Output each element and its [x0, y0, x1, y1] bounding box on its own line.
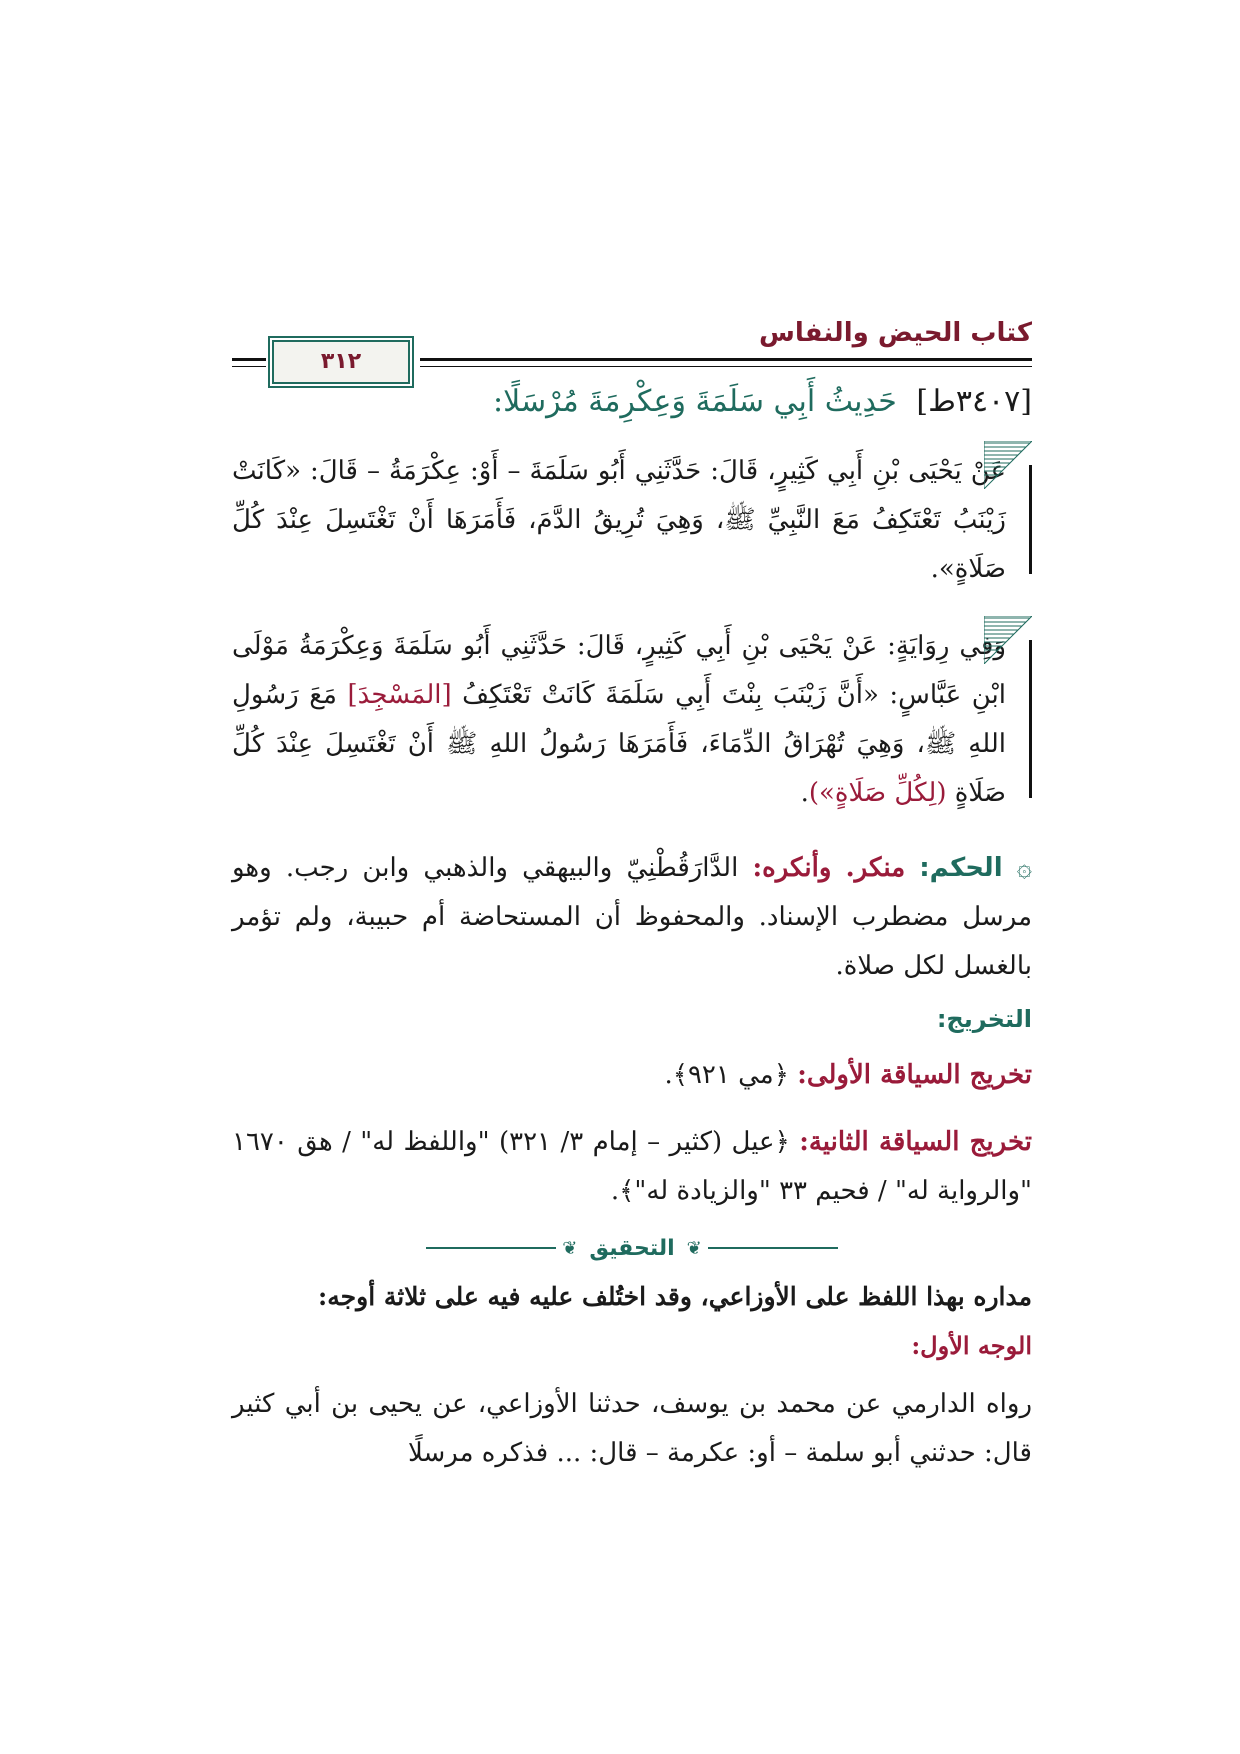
narration-block	[232, 441, 1032, 594]
ruling-star-icon: ۞	[1016, 853, 1032, 883]
takhrij-second	[232, 1118, 1032, 1216]
narration-addition: [المَسْجِدَ]	[347, 680, 452, 710]
takhrij-heading: التخريج:	[936, 1005, 1032, 1033]
narration-block	[232, 616, 1032, 818]
page-number: ٣١٢	[272, 340, 410, 384]
corner-ornament-icon	[984, 616, 1032, 664]
first-aspect-label: الوجه الأول:	[911, 1331, 1032, 1360]
corner-ornament-icon	[984, 441, 1032, 489]
hadith-title: حَدِيثُ أَبِي سَلَمَةَ وَعِكْرِمَةَ مُرْسَلًا:	[492, 384, 897, 419]
ruling-paragraph	[232, 844, 1032, 991]
narration-text: .	[800, 778, 809, 808]
header-rule	[420, 366, 1032, 367]
block-bar	[1029, 465, 1032, 574]
tahqiq-divider	[232, 1228, 1032, 1268]
narration-variant: (لِكُلِّ صَلَاةٍ»)	[808, 778, 947, 808]
narration-text: وَفِي رِوَايَةٍ: عَنْ يَحْيَى بْنِ أَبِي كَثِيرٍ، قَالَ: حَدَّثَنِي أَبُو سَلَمَةَ وَعِكْرَمَةُ مَوْلَى ابْنِ عَبَّاسٍ: «أَنَّ زَيْنَبَ بِنْتَ أَبِي سَلَمَةَ كَانَتْ تَعْتَكِفُ	[232, 631, 1006, 710]
divider-line	[426, 1247, 556, 1249]
first-aspect-text: رواه الدارمي عن محمد بن يوسف، حدثنا الأوزاعي، عن يحيى بن أبي كثير قال: حدثني أبو سلمة – أو: عكرمة – قال: ... فذكره مرسلًا	[232, 1389, 1032, 1468]
ruling-text: الدَّارَقُطْنِيّ والبيهقي والذهبي وابن رجب. وهو مرسل مضطرب الإسناد. والمحفوظ أن المستحاضة أم حبيبة، ولم تؤمر بالغسل لكل صلاة.	[232, 853, 1032, 981]
ornament-icon: ❦	[562, 1237, 578, 1259]
narration-text: عَنْ يَحْيَى بْنِ أَبِي كَثِيرٍ، قَالَ: حَدَّثَنِي أَبُو سَلَمَةَ – أَوْ: عِكْرَمَةُ – قَالَ: «كَانَتْ زَيْنَبُ تَعْتَكِفُ مَعَ النَّبِيِّ ﷺ، وَهِيَ تُرِيقُ الدَّمَ، فَأَمَرَهَا أَنْ تَغْتَسِلَ عِنْدَ كُلِّ صَلَاةٍ».	[232, 456, 1006, 584]
header-rule	[232, 358, 266, 361]
takhrij-first-text: ﴿مي ٩٢١﴾.	[664, 1060, 789, 1090]
narration-text: مَعَ رَسُولِ اللهِ ﷺ، وَهِيَ تُهْرَاقُ الدِّمَاءَ، فَأَمَرَهَا رَسُولُ اللهِ ﷺ أَنْ تَغْتَسِلَ عِنْدَ كُلِّ صَلَاةٍ	[232, 680, 1006, 808]
ruling-label: الحكم:	[919, 853, 1003, 883]
hadith-number: [٣٤٠٧ط]	[916, 384, 1032, 419]
divider-line	[708, 1247, 838, 1249]
book-title: كتاب الحيض والنفاس	[758, 318, 1032, 348]
tahqiq-title: التحقيق	[589, 1235, 675, 1261]
page-header	[232, 300, 1032, 374]
ornament-icon: ❦	[686, 1237, 702, 1259]
header-rule	[232, 366, 266, 367]
ruling-verdict: منكر.	[845, 853, 906, 883]
takhrij-first	[232, 1051, 1032, 1100]
tahqiq-intro: مداره بهذا اللفظ على الأوزاعي، وقد اختُلف عليه فيه على ثلاثة أوجه:	[318, 1282, 1032, 1311]
takhrij-second-text: ﴿عيل (كثير – إمام ٣/ ٣٢١) "واللفظ له" / هق ١٦٧٠ "والرواية له" / فحيم ٣٣ "والزيادة له"﴾.	[232, 1127, 1032, 1206]
page	[232, 300, 1032, 1478]
rejected-by-label: وأنكره:	[752, 853, 832, 883]
block-bar	[1029, 640, 1032, 798]
takhrij-first-label: تخريج السياقة الأولى:	[797, 1060, 1032, 1090]
header-rule	[420, 358, 1032, 361]
takhrij-second-label: تخريج السياقة الثانية:	[799, 1127, 1033, 1157]
hadith-heading	[232, 384, 1032, 419]
